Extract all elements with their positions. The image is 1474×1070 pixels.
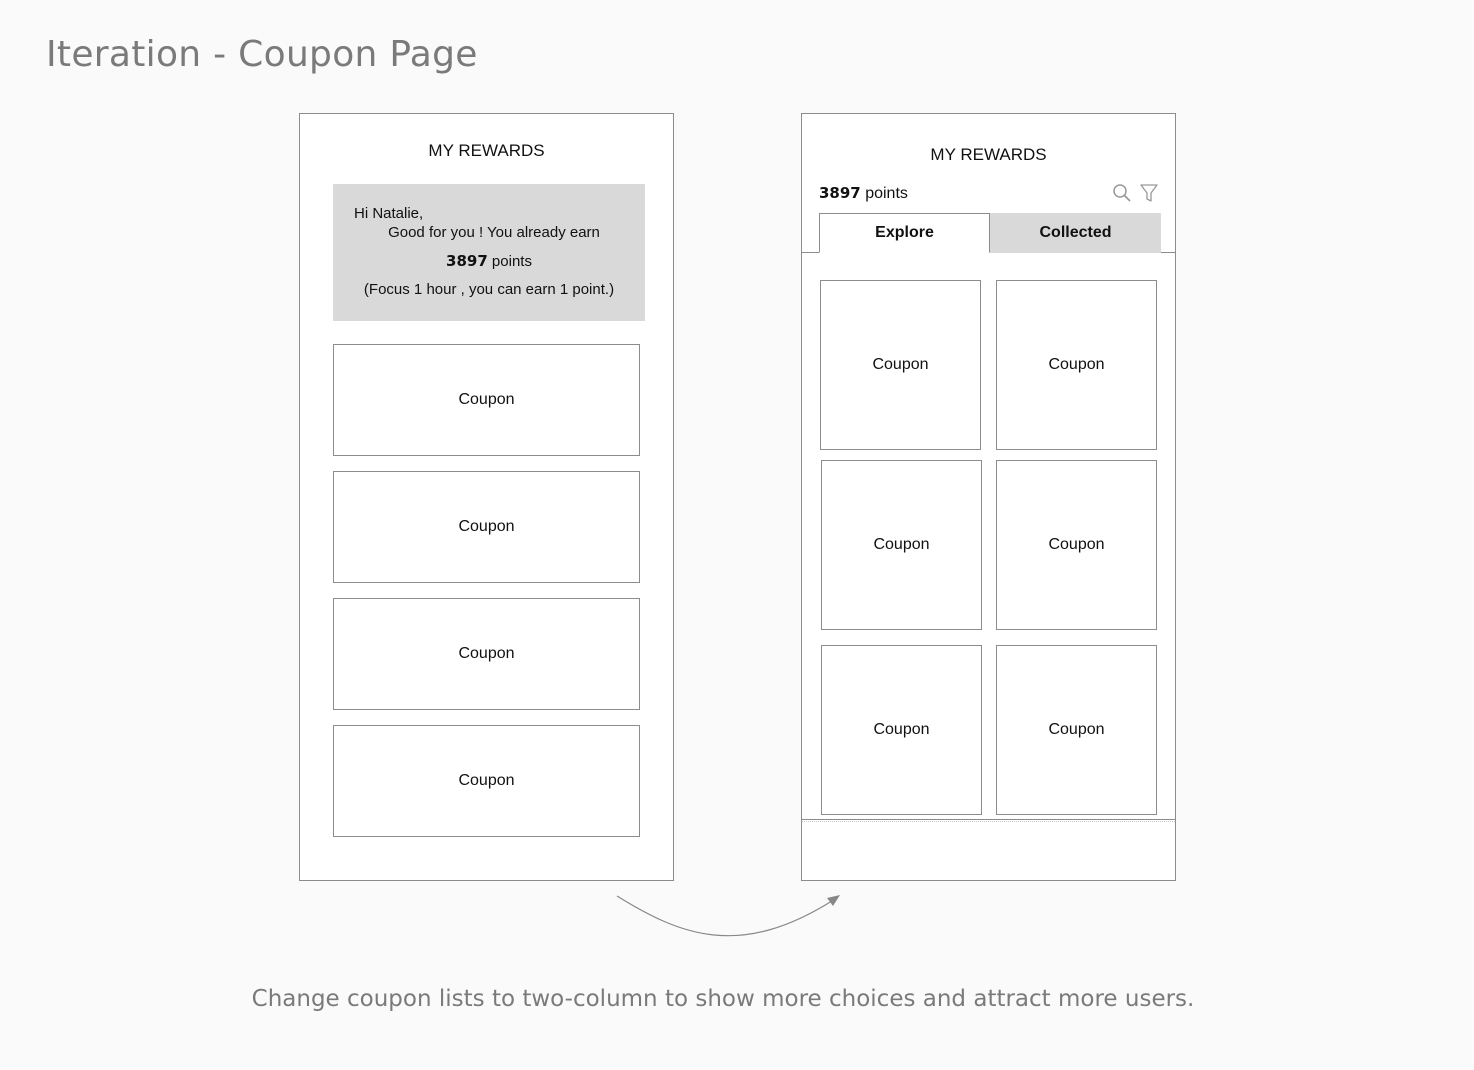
phone-mockup-after xyxy=(801,113,1176,881)
bottom-divider xyxy=(802,819,1175,820)
coupon-card[interactable]: Coupon xyxy=(996,460,1157,630)
iteration-caption: Change coupon lists to two-column to show more choices and attract more users. xyxy=(251,986,1195,1012)
transition-arrow-icon xyxy=(600,885,860,955)
greeting-hi: Hi Natalie, xyxy=(354,205,424,222)
coupon-card[interactable]: Coupon xyxy=(333,471,640,583)
greeting-message: Good for you ! You already earn xyxy=(388,224,600,241)
points-summary xyxy=(333,252,645,270)
search-icon[interactable] xyxy=(1111,182,1133,204)
coupon-card[interactable]: Coupon xyxy=(333,598,640,710)
phone-mockup-before xyxy=(299,113,674,881)
tab-collected[interactable]: Collected xyxy=(990,213,1161,253)
screen-title: MY REWARDS xyxy=(428,141,545,160)
screen-title: MY REWARDS xyxy=(930,145,1047,164)
points-value: 3897 xyxy=(819,184,861,202)
coupon-card[interactable]: Coupon xyxy=(333,344,640,456)
filter-icon[interactable] xyxy=(1138,182,1160,204)
tab-explore[interactable]: Explore xyxy=(819,213,990,253)
greeting-card xyxy=(333,184,645,321)
page-title: Iteration - Coupon Page xyxy=(46,34,478,75)
points-unit: points xyxy=(487,253,532,270)
coupon-card[interactable]: Coupon xyxy=(821,645,982,815)
earning-note: (Focus 1 hour , you can earn 1 point.) xyxy=(363,281,615,298)
points-summary xyxy=(819,184,908,203)
bottom-divider-dotted xyxy=(802,821,1175,822)
points-value: 3897 xyxy=(446,252,488,270)
coupon-card[interactable]: Coupon xyxy=(821,460,982,630)
coupon-card[interactable]: Coupon xyxy=(820,280,981,450)
coupon-card[interactable]: Coupon xyxy=(333,725,640,837)
points-unit: points xyxy=(860,185,908,202)
coupon-card[interactable]: Coupon xyxy=(996,645,1157,815)
coupon-card[interactable]: Coupon xyxy=(996,280,1157,450)
